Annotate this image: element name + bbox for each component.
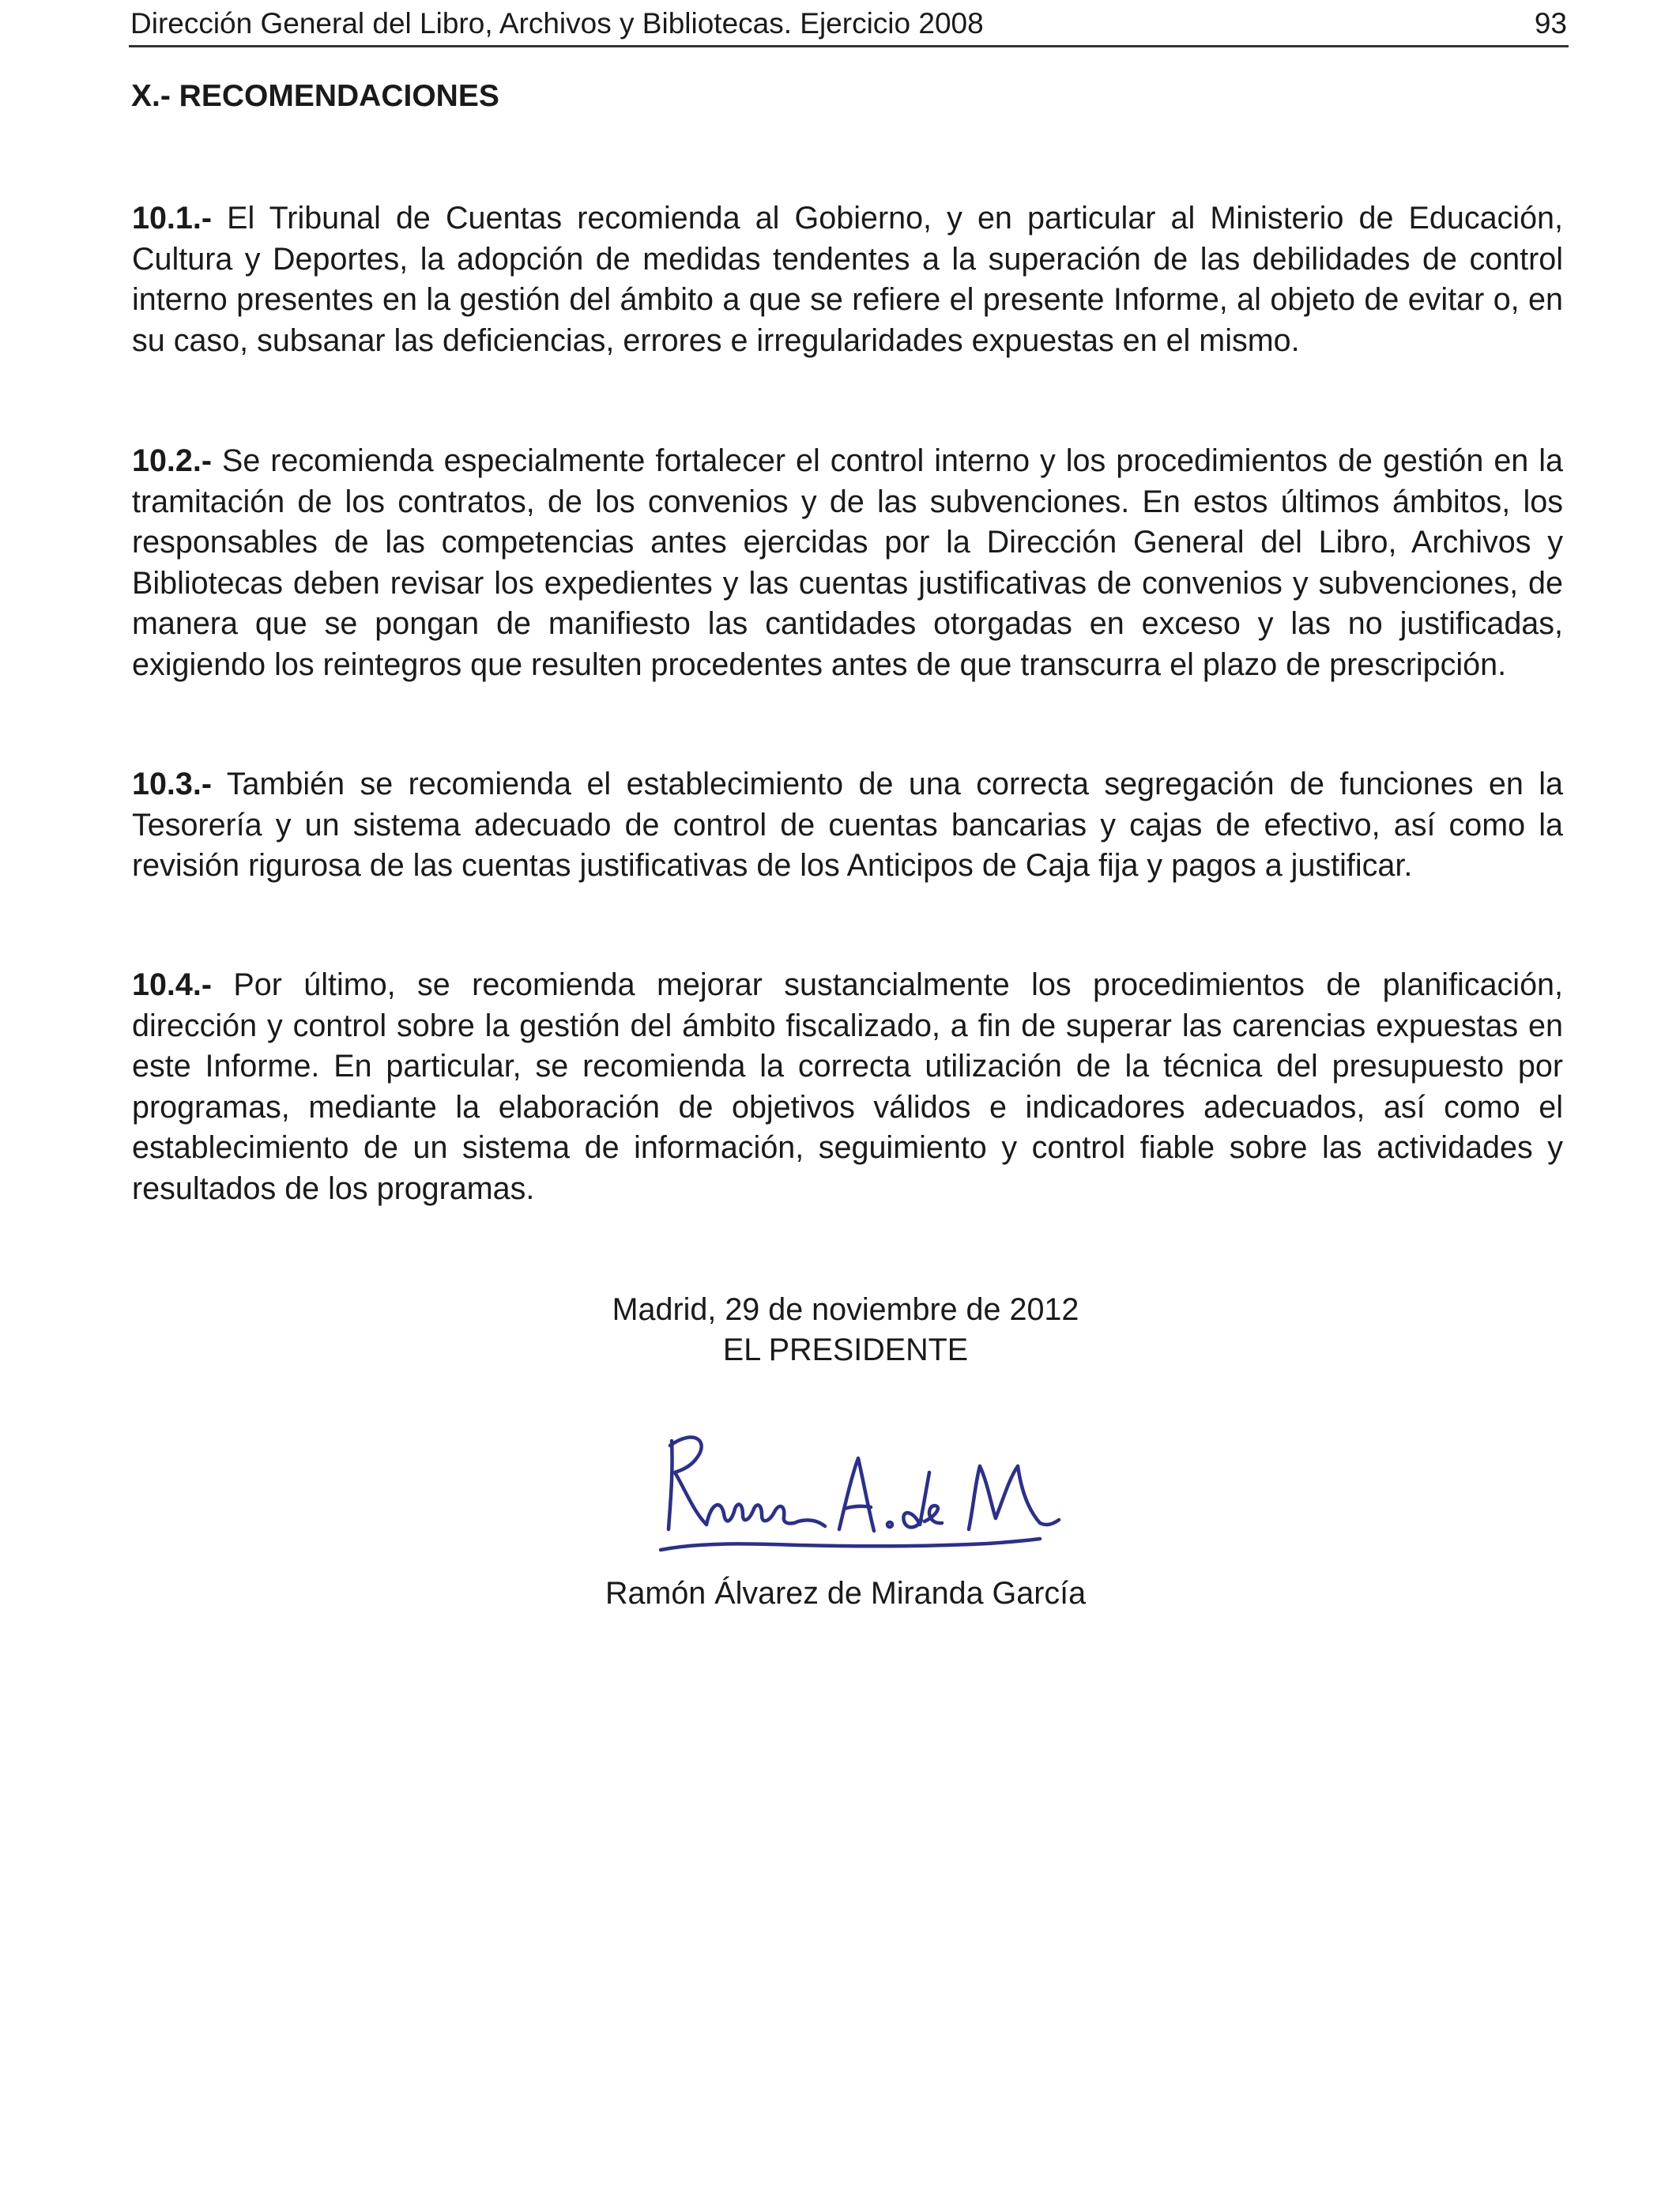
section-title: X.- RECOMENDACIONES [131,79,499,113]
recommendation-paragraph [132,198,1563,361]
recommendation-number: 10.1.- [132,201,213,236]
recommendation-paragraph [132,764,1563,887]
page-header [129,5,1569,47]
place-date: Madrid, 29 de noviembre de 2012 [612,1292,1079,1327]
recommendation-text: Se recomienda especialmente fortalecer el control interno y los procedimientos de gestión en la tramitación de los contratos, de los convenios y de las subvenciones. En estos últimos ámbitos, los responsables de las competencias antes ejercidas por la Dirección General del Libro, Archivos y Bibliotecas deben revisar los expedientes y las cuentas justificativas de convenios y subvenciones, de manera que se pongan de manifiesto las cantidades otorgadas en exceso y las no justificadas, exigiendo los reintegros que resulten procedentes antes de que transcurra el plazo de prescripción. [132,443,1563,682]
handwritten-signature-icon [656,1427,1067,1561]
page-number: 93 [1534,7,1567,40]
signer-role: EL PRESIDENTE [722,1333,969,1367]
header-title: Dirección General del Libro, Archivos y Bibliotecas. Ejercicio 2008 [130,7,984,40]
recommendation-text: Por último, se recomienda mejorar sustancialmente los procedimientos de planificación, dirección y control sobre la gestión del ámbito fiscalizado, a fin de superar las carencias expuestas en este Informe. En particular, se recomienda la correcta utilización de la técnica del presupuesto por programas, mediante la elaboración de objetivos válidos e indicadores adecuados, así como el establecimiento de un sistema de información, seguimiento y control fiable sobre las actividades y resultados de los programas. [132,967,1563,1206]
signer-name: Ramón Álvarez de Miranda García [605,1576,1087,1611]
recommendation-text: El Tribunal de Cuentas recomienda al Gobierno, y en particular al Ministerio de Educación, Cultura y Deportes, la adopción de medidas tendentes a la superación de las debilidades de control interno presentes en la gestión del ámbito a que se refiere el presente Informe, al objeto de evitar o, en su caso, subsanar las deficiencias, errores e irregularidades expuestas en el mismo. [132,201,1563,358]
recommendation-number: 10.4.- [132,967,213,1002]
recommendation-text: También se recomienda el establecimiento de una correcta segregación de funciones en la Tesorería y un sistema adecuado de control de cuentas bancarias y cajas de efectivo, así como la revisión rigurosa de las cuentas justificativas de los Anticipos de Caja fija y pagos a justificar. [132,767,1563,883]
recommendation-paragraph [132,965,1563,1209]
recommendation-paragraph [132,441,1563,685]
recommendation-number: 10.3.- [132,767,213,801]
recommendation-number: 10.2.- [132,443,213,478]
